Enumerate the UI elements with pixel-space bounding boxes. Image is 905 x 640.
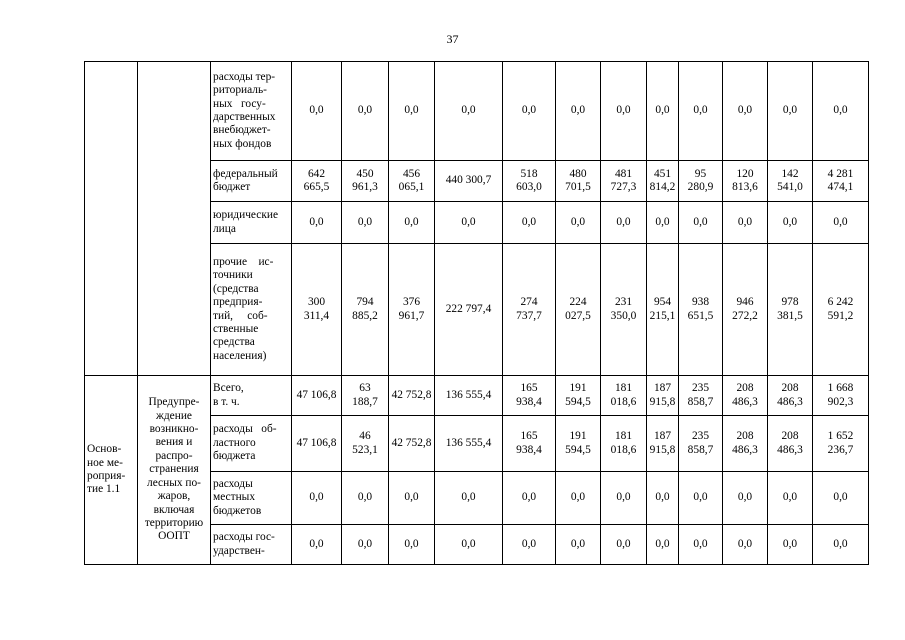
value-cell: 0,0 xyxy=(601,62,647,161)
value-cell: 0,0 xyxy=(435,472,503,525)
value-cell: 187 915,8 xyxy=(647,416,679,472)
measure-label: Основ- ное ме- роприя- тие 1.1 xyxy=(85,376,138,565)
value-cell: 208 486,3 xyxy=(723,416,768,472)
value-cell: 187 915,8 xyxy=(647,376,679,416)
value-cell: 224 027,5 xyxy=(556,244,601,376)
value-cell: 95 280,9 xyxy=(679,161,723,202)
value-cell: 518 603,0 xyxy=(503,161,556,202)
value-cell: 165 938,4 xyxy=(503,416,556,472)
value-cell: 938 651,5 xyxy=(679,244,723,376)
value-cell: 0,0 xyxy=(556,62,601,161)
value-cell: 954 215,1 xyxy=(647,244,679,376)
value-cell: 0,0 xyxy=(389,525,435,565)
value-cell: 0,0 xyxy=(601,525,647,565)
value-cell: 0,0 xyxy=(679,525,723,565)
value-cell: 120 813,6 xyxy=(723,161,768,202)
funding-source-label: расходы тер- риториаль- ных госу- дарственных внебюджет- ных фондов xyxy=(211,62,292,161)
value-cell: 450 961,3 xyxy=(342,161,389,202)
value-cell: 0,0 xyxy=(292,472,342,525)
value-cell: 0,0 xyxy=(647,472,679,525)
value-cell: 0,0 xyxy=(435,62,503,161)
value-cell: 165 938,4 xyxy=(503,376,556,416)
table-row xyxy=(85,376,869,416)
value-cell: 6 242 591,2 xyxy=(813,244,869,376)
page-number: 37 xyxy=(446,32,459,46)
value-cell: 208 486,3 xyxy=(723,376,768,416)
value-cell: 0,0 xyxy=(679,62,723,161)
value-cell: 42 752,8 xyxy=(389,416,435,472)
value-cell: 946 272,2 xyxy=(723,244,768,376)
value-cell: 0,0 xyxy=(723,202,768,244)
value-cell: 0,0 xyxy=(503,525,556,565)
value-cell: 208 486,3 xyxy=(768,376,813,416)
value-cell: 0,0 xyxy=(768,202,813,244)
funding-source-label: расходы гос- ударствен- xyxy=(211,525,292,565)
value-cell: 0,0 xyxy=(813,62,869,161)
value-cell: 0,0 xyxy=(342,525,389,565)
value-cell: 794 885,2 xyxy=(342,244,389,376)
value-cell: 0,0 xyxy=(647,202,679,244)
funding-source-label: Всего, в т. ч. xyxy=(211,376,292,416)
value-cell: 480 701,5 xyxy=(556,161,601,202)
value-cell: 0,0 xyxy=(723,525,768,565)
value-cell: 0,0 xyxy=(647,525,679,565)
value-cell: 191 594,5 xyxy=(556,376,601,416)
value-cell: 440 300,7 xyxy=(435,161,503,202)
value-cell: 0,0 xyxy=(723,472,768,525)
group-cell-empty xyxy=(85,62,138,376)
value-cell: 0,0 xyxy=(342,472,389,525)
value-cell: 235 858,7 xyxy=(679,376,723,416)
value-cell: 231 350,0 xyxy=(601,244,647,376)
value-cell: 0,0 xyxy=(342,202,389,244)
value-cell: 0,0 xyxy=(768,525,813,565)
value-cell: 0,0 xyxy=(389,472,435,525)
funding-source-label: юридические лица xyxy=(211,202,292,244)
value-cell: 0,0 xyxy=(503,472,556,525)
value-cell: 63 188,7 xyxy=(342,376,389,416)
value-cell: 0,0 xyxy=(679,202,723,244)
value-cell: 142 541,0 xyxy=(768,161,813,202)
value-cell: 0,0 xyxy=(679,472,723,525)
group-name-cell-empty xyxy=(138,62,211,376)
funding-source-label: федеральный бюджет xyxy=(211,161,292,202)
value-cell: 456 065,1 xyxy=(389,161,435,202)
value-cell: 0,0 xyxy=(556,472,601,525)
value-cell: 0,0 xyxy=(292,62,342,161)
value-cell: 235 858,7 xyxy=(679,416,723,472)
value-cell: 642 665,5 xyxy=(292,161,342,202)
value-cell: 42 752,8 xyxy=(389,376,435,416)
value-cell: 0,0 xyxy=(556,525,601,565)
value-cell: 47 106,8 xyxy=(292,376,342,416)
value-cell: 376 961,7 xyxy=(389,244,435,376)
measure-name: Предупре- ждение возникно- вения и распро- странения лесных по- жаров, включая территорию ООПТ xyxy=(138,376,211,565)
value-cell: 0,0 xyxy=(503,62,556,161)
value-cell: 4 281 474,1 xyxy=(813,161,869,202)
value-cell: 181 018,6 xyxy=(601,376,647,416)
value-cell: 0,0 xyxy=(647,62,679,161)
table-row xyxy=(85,62,869,161)
value-cell: 274 737,7 xyxy=(503,244,556,376)
value-cell: 136 555,4 xyxy=(435,416,503,472)
value-cell: 481 727,3 xyxy=(601,161,647,202)
value-cell: 46 523,1 xyxy=(342,416,389,472)
budget-table xyxy=(84,61,869,565)
value-cell: 0,0 xyxy=(601,202,647,244)
value-cell: 0,0 xyxy=(768,62,813,161)
value-cell: 0,0 xyxy=(601,472,647,525)
value-cell: 0,0 xyxy=(342,62,389,161)
value-cell: 0,0 xyxy=(292,525,342,565)
funding-source-label: расходы об- ластного бюджета xyxy=(211,416,292,472)
value-cell: 300 311,4 xyxy=(292,244,342,376)
value-cell: 136 555,4 xyxy=(435,376,503,416)
value-cell: 0,0 xyxy=(389,62,435,161)
value-cell: 222 797,4 xyxy=(435,244,503,376)
value-cell: 0,0 xyxy=(435,202,503,244)
value-cell: 978 381,5 xyxy=(768,244,813,376)
budget-table-body xyxy=(85,62,869,565)
value-cell: 1 652 236,7 xyxy=(813,416,869,472)
value-cell: 0,0 xyxy=(723,62,768,161)
value-cell: 47 106,8 xyxy=(292,416,342,472)
value-cell: 0,0 xyxy=(503,202,556,244)
value-cell: 0,0 xyxy=(813,202,869,244)
value-cell: 0,0 xyxy=(435,525,503,565)
value-cell: 0,0 xyxy=(389,202,435,244)
value-cell: 0,0 xyxy=(813,472,869,525)
value-cell: 0,0 xyxy=(768,472,813,525)
value-cell: 0,0 xyxy=(556,202,601,244)
value-cell: 181 018,6 xyxy=(601,416,647,472)
value-cell: 0,0 xyxy=(292,202,342,244)
value-cell: 1 668 902,3 xyxy=(813,376,869,416)
value-cell: 0,0 xyxy=(813,525,869,565)
value-cell: 191 594,5 xyxy=(556,416,601,472)
value-cell: 208 486,3 xyxy=(768,416,813,472)
funding-source-label: прочие ис- точники (средства предприя- тий, соб- ственные средства населения) xyxy=(211,244,292,376)
funding-source-label: расходы местных бюджетов xyxy=(211,472,292,525)
value-cell: 451 814,2 xyxy=(647,161,679,202)
